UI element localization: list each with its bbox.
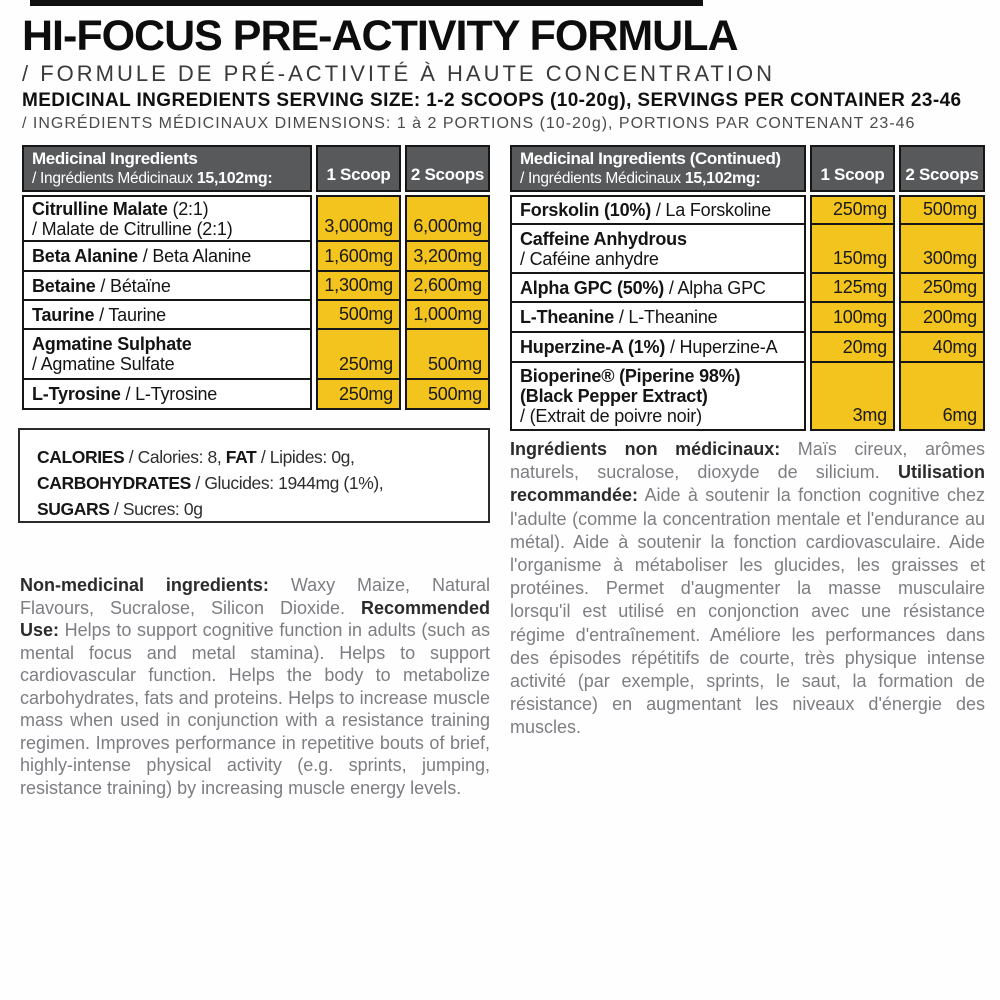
scoop2-value: 3,200mg [405, 242, 490, 272]
ingredient-name-cell: Forskolin (10%) / La Forskoline [510, 195, 806, 225]
serving-size-line-en: MEDICINAL INGREDIENTS SERVING SIZE: 1-2 SCOOPS (10-20g), SERVINGS PER CONTAINER 23-46 [22, 90, 962, 111]
scoop1-value: 1,300mg [316, 272, 401, 301]
scoop2-value: 200mg [899, 303, 985, 333]
column-header-2-scoops: 2 Scoops [405, 145, 490, 192]
serving-size-line-fr: / INGRÉDIENTS MÉDICINAUX DIMENSIONS: 1 à 2 PORTIONS (10-20g), PORTIONS PAR CONTENANT 23-46 [22, 115, 916, 132]
ingredient-name-cell: Taurine / Taurine [22, 301, 312, 330]
ingredient-name-cell: Huperzine-A (1%) / Huperzine-A [510, 333, 806, 363]
column-header-2-scoops: 2 Scoops [899, 145, 985, 192]
ingredient-name-cell: Citrulline Malate (2:1) / Malate de Citrulline (2:1) [22, 195, 312, 242]
scoop2-value: 6,000mg [405, 195, 490, 242]
table-row [510, 225, 985, 274]
scoop2-value: 2,600mg [405, 272, 490, 301]
medicinal-ingredients-table [22, 145, 490, 410]
ingredient-name-cell: Bioperine® (Piperine 98%) (Black Pepper Extract) / (Extrait de poivre noir) [510, 363, 806, 431]
table-header-subtitle: / Ingrédients Médicinaux 15,102mg: [32, 170, 273, 187]
table-row [22, 301, 490, 330]
scoop1-value: 3,000mg [316, 195, 401, 242]
calories-box [18, 428, 490, 523]
ingredient-name-cell: L-Theanine / L-Theanine [510, 303, 806, 333]
product-subtitle-fr: / FORMULE DE PRÉ-ACTIVITÉ À HAUTE CONCENTRATION [22, 61, 775, 86]
scoop2-value: 40mg [899, 333, 985, 363]
ingredient-name-cell: Agmatine Sulphate / Agmatine Sulfate [22, 330, 312, 380]
ingredient-name-cell: Betaine / Bétaïne [22, 272, 312, 301]
table-row [510, 333, 985, 363]
table-header-title: Medicinal Ingredients [32, 149, 198, 168]
table-header-subtitle: / Ingrédients Médicinaux 15,102mg: [520, 170, 761, 187]
non-medicinal-paragraph-fr: Ingrédients non médicinaux: Maïs cireux, arômes naturels, sucralose, dioxyde de silicium. Utilisation recommandée: Aide à soutenir la fonction cognitive chez l'adulte (comme la concentration mentale et l'endurance au métal). Aide à soutenir la fonction cardiovasculaire. Aide l'organisme à métaboliser les glucides, les graisses et protéines. Permet d'augmenter la masse musculaire lorsqu'il est utilisé en conjonction avec une résistance régime d'entraînement. Améliore les performances dans des épisodes répétitifs de courte, très physique intense activité (par exemple, sprints, le saut, la formation de résistance) en augmentant les niveaux d'énergie des muscles. [510, 439, 986, 738]
medicinal-ingredients-table-continued [510, 145, 985, 431]
table-header-title: Medicinal Ingredients (Continued) [520, 149, 781, 168]
ingredient-name-cell: Caffeine Anhydrous / Caféine anhydre [510, 225, 806, 274]
table-header-title-cell [510, 145, 806, 192]
scoop1-value: 100mg [810, 303, 895, 333]
scoop2-value: 300mg [899, 225, 985, 274]
table-header-row [510, 145, 985, 192]
product-title: HI-FOCUS PRE-ACTIVITY FORMULA [22, 12, 738, 60]
table-row [22, 195, 490, 242]
table-row [510, 303, 985, 333]
table-body [22, 195, 490, 410]
ingredient-name-cell: L-Tyrosine / L-Tyrosine [22, 380, 312, 410]
scoop1-value: 150mg [810, 225, 895, 274]
scoop1-value: 250mg [316, 380, 401, 410]
carbohydrates-line: CARBOHYDRATES / Glucides: 1944mg (1%), [37, 473, 384, 493]
column-header-1-scoop: 1 Scoop [810, 145, 895, 192]
table-row [22, 380, 490, 410]
scoop2-value: 500mg [899, 195, 985, 225]
table-row [22, 242, 490, 272]
scoop2-value: 500mg [405, 330, 490, 380]
non-medicinal-paragraph-en: Non-medicinal ingredients: Waxy Maize, Natural Flavours, Sucralose, Silicon Dioxide. Recommended Use: Helps to support cognitive function in adults (such as mental focus and metal stamina). Helps to support cardiovascular function. Helps the body to metabolize carbohydrates, fats and proteins. Helps to increase muscle mass when used in conjunction with a resistance training regimen. Improves performance in repetitive bouts of brief, highly-intense physical activity (e.g. sprints, jumping, resistance training) by increasing muscle energy levels. [20, 575, 490, 798]
table-row [22, 330, 490, 380]
table-header-title-cell [22, 145, 312, 192]
column-header-1-scoop: 1 Scoop [316, 145, 401, 192]
scoop1-value: 250mg [316, 330, 401, 380]
scoop1-value: 125mg [810, 274, 895, 303]
calories-line: CALORIES / Calories: 8, FAT / Lipides: 0g, [37, 447, 355, 467]
scoop1-value: 20mg [810, 333, 895, 363]
table-body [510, 195, 985, 431]
scoop1-value: 500mg [316, 301, 401, 330]
table-header-row [22, 145, 490, 192]
scoop1-value: 1,600mg [316, 242, 401, 272]
sugars-line: SUGARS / Sucres: 0g [37, 499, 203, 519]
scoop2-value: 500mg [405, 380, 490, 410]
scoop1-value: 250mg [810, 195, 895, 225]
top-crop-bar [30, 0, 703, 6]
table-row [510, 274, 985, 303]
scoop1-value: 3mg [810, 363, 895, 431]
scoop2-value: 250mg [899, 274, 985, 303]
scoop2-value: 6mg [899, 363, 985, 431]
table-row [510, 195, 985, 225]
table-row [22, 272, 490, 301]
ingredient-name-cell: Beta Alanine / Beta Alanine [22, 242, 312, 272]
scoop2-value: 1,000mg [405, 301, 490, 330]
ingredient-name-cell: Alpha GPC (50%) / Alpha GPC [510, 274, 806, 303]
table-row [510, 363, 985, 431]
